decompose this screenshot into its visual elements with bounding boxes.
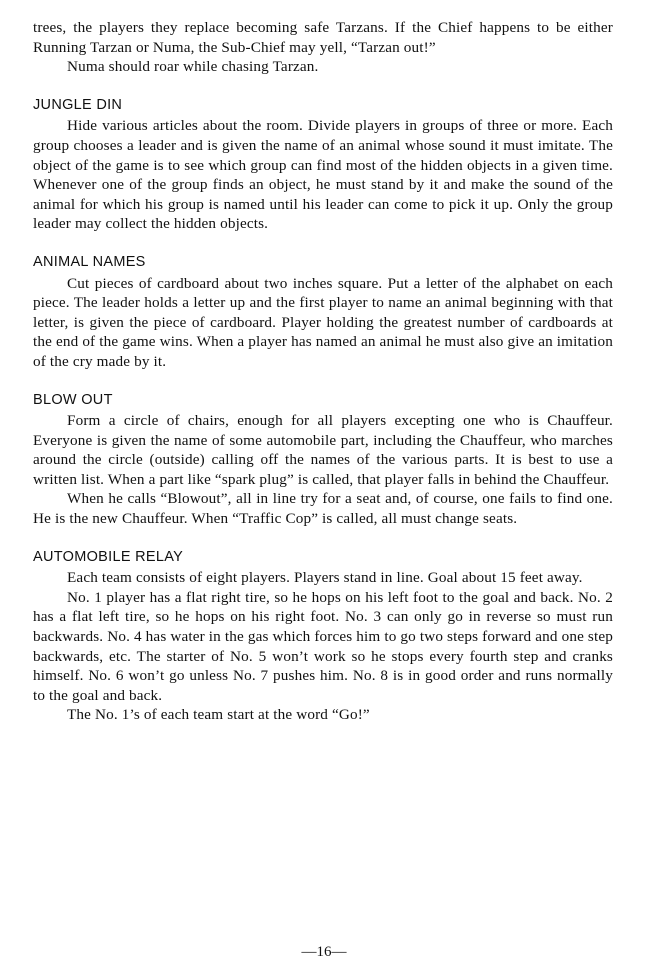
section-paragraph: The No. 1’s of each team start at the word “Go!” — [67, 706, 370, 724]
intro-paragraph-2: Numa should roar while chasing Tarzan. — [67, 58, 319, 76]
section-paragraph: No. 1 player has a flat right tire, so he hops on his left foot to the goal and back. No. 2 has a flat left tire, so he hops on his right foot. No. 3 can only go in reverse so must run backwards. No. 4 has water in the gas which forces him to go two steps forward and one step backwards, etc. The starter of No. 5 won’t work so he stops every fourth step and cranks himself. No. 6 won’t go unless No. 7 pushes him. No. 8 is in good order and runs normally to the goal and back. — [33, 588, 613, 704]
section-automobile-relay — [33, 548, 613, 725]
intro-paragraph-1: trees, the players they replace becoming safe Tarzans. If the Chief happens to be either Running Tarzan or Numa, the Sub-Chief may yell, “Tarzan out!” — [33, 19, 613, 56]
page-content — [33, 18, 613, 725]
page-number: —16— — [301, 944, 347, 960]
section-paragraph: Cut pieces of cardboard about two inches square. Put a letter of the alphabet on each piece. The leader holds a letter up and the first player to name an animal beginning with that letter, is given the piece of cardboard. Player holding the greatest number of cardboards at the end of the game wins. When a player has named an animal he must also give an imitation of the cry made by it. — [33, 274, 613, 370]
section-heading: ANIMAL NAMES — [33, 253, 146, 270]
section-jungle-din — [33, 96, 613, 234]
section-heading: JUNGLE DIN — [33, 96, 123, 113]
section-paragraph: Hide various articles about the room. Divide players in groups of three or more. Each group chooses a leader and is given the name of an animal whose sound it must imitate. The object of the game is to see which group can find most of the hidden objects in a given time. Whenever one of the group finds an object, he must stand by it and make the sound of the animal for which his group is named until his leader can come to pick it up. Only the group leader may collect the hidden objects. — [33, 117, 613, 233]
section-paragraph: When he calls “Blowout”, all in line try for a seat and, of course, one fails to find one. He is the new Chauffeur. When “Traffic Cop” is called, all must change seats. — [33, 490, 613, 528]
section-paragraph: Each team consists of eight players. Players stand in line. Goal about 15 feet away. — [67, 569, 583, 587]
section-animal-names — [33, 253, 613, 372]
section-heading: BLOW OUT — [33, 391, 113, 408]
intro-section — [33, 18, 613, 77]
section-paragraph: Form a circle of chairs, enough for all players excepting one who is Chauffeur. Everyone is given the name of some automobile part, including the Chauffeur, who marches around the circle (outside) calling off the names of the various parts. It is best to use a written list. When a part like “spark plug” is called, that player falls in behind the Chauffeur. — [33, 412, 613, 488]
section-blow-out — [33, 391, 613, 529]
section-heading: AUTOMOBILE RELAY — [33, 548, 184, 565]
